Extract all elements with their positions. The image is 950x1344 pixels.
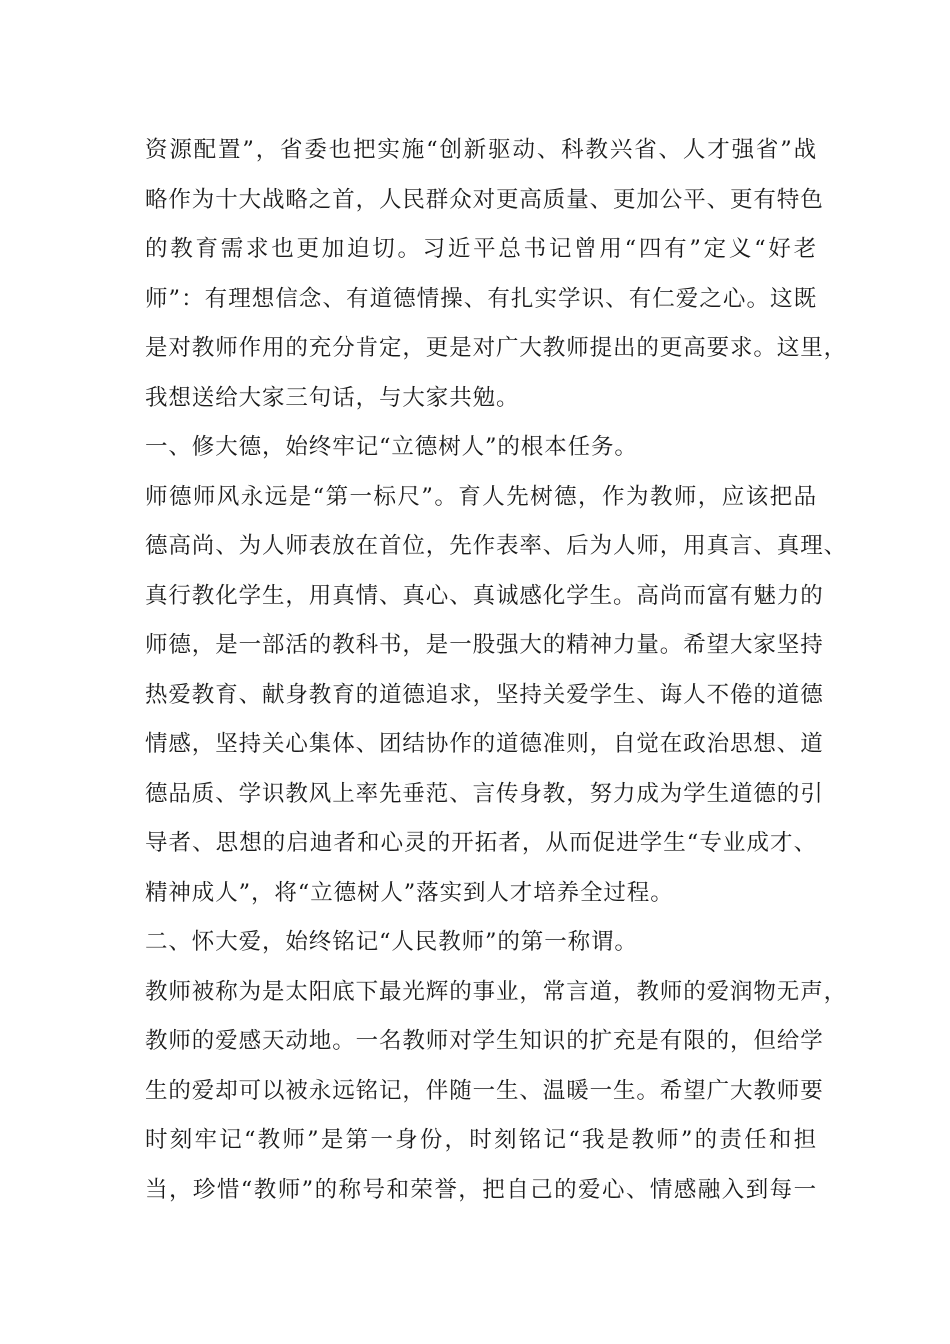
text-line: 略作为十大战略之首，人民群众对更高质量、更加公平、更有特色 <box>145 186 824 213</box>
text-line: 师德师风永远是“第一标尺”。育人先树德，作为教师，应该把品 <box>145 483 817 510</box>
text-line: 教师的爱感天动地。一名教师对学生知识的扩充是有限的，但给学 <box>145 1028 824 1054</box>
text-line: 我想送给大家三句话，与大家共勉。 <box>145 384 520 411</box>
text-line: 的教育需求也更加迫切。习近平总书记曾用“四有”定义“好老 <box>145 236 817 262</box>
text-line: 生的爱却可以被永远铭记，伴随一生、温暖一生。希望广大教师要 <box>145 1077 824 1104</box>
text-line: 教师被称为是太阳底下最光辉的事业，常言道，教师的爱润物无声， <box>145 978 848 1005</box>
text-line: 是对教师作用的充分肯定，更是对广大教师提出的更高要求。这里， <box>145 335 848 361</box>
text-line: 情感，坚持关心集体、团结协作的道德准则，自觉在政治思想、道 <box>145 731 824 757</box>
text-line: 导者、思想的启迪者和心灵的开拓者，从而促进学生“专业成才、 <box>145 830 817 856</box>
text-line: 德品质、学识教风上率先垂范、言传身教，努力成为学生道德的引 <box>145 780 824 807</box>
text-line: 真行教化学生，用真情、真心、真诚感化学生。高尚而富有魅力的 <box>145 582 824 609</box>
text-line: 精神成人”，将“立德树人”落实到人才培养全过程。 <box>145 879 674 906</box>
text-line: 师”：有理想信念、有道德情操、有扎实学识、有仁爱之心。这既 <box>145 285 817 312</box>
text-line: 二、怀大爱，始终铭记“人民教师”的第一称谓。 <box>145 929 638 955</box>
text-line: 热爱教育、献身教育的道德追求，坚持关爱学生、诲人不倦的道德 <box>145 681 824 708</box>
text-line: 时刻牢记“教师”是第一身份，时刻铭记“我是教师”的责任和担 <box>145 1127 817 1153</box>
text-line: 一、修大德，始终牢记“立德树人”的根本任务。 <box>145 434 638 460</box>
text-line: 师德，是一部活的教科书，是一股强大的精神力量。希望大家坚持 <box>145 632 824 658</box>
text-line: 德高尚、为人师表放在首位，先作表率、后为人师，用真言、真理、 <box>145 533 848 559</box>
document-body <box>145 126 848 1215</box>
text-line: 资源配置”，省委也把实施“创新驱动、科教兴省、人才强省”战 <box>145 137 817 163</box>
text-line: 当，珍惜“教师”的称号和荣誉，把自己的爱心、情感融入到每一 <box>145 1176 817 1203</box>
